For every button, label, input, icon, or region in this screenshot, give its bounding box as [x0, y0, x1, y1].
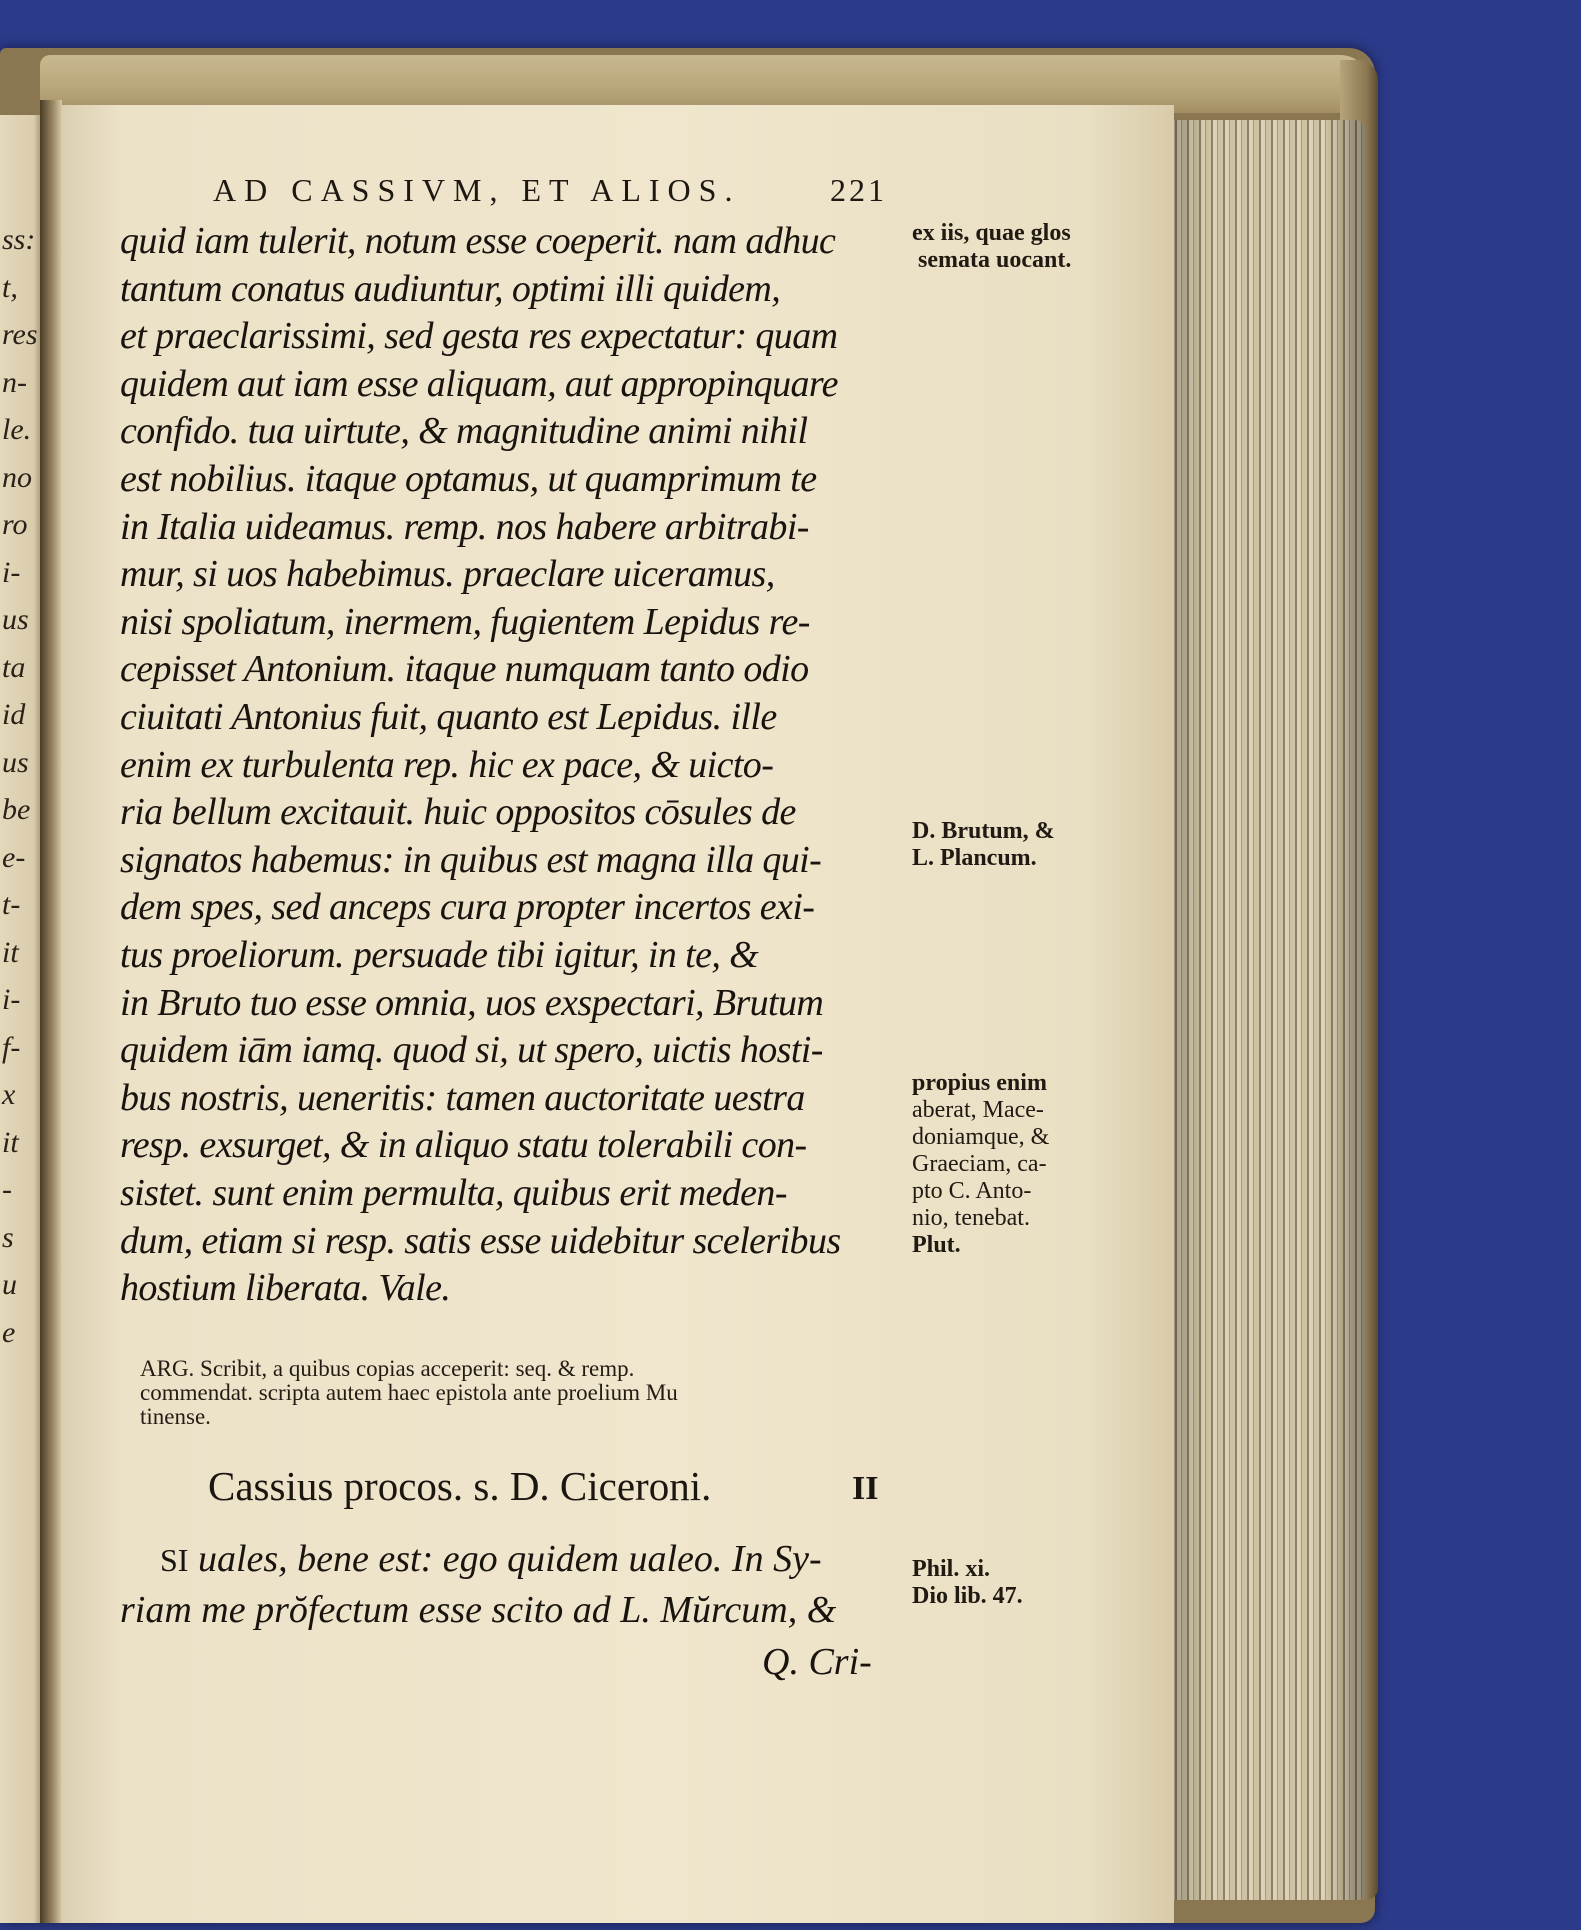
- text-line: signatos habemus: in quibus est magna illa qui-: [120, 838, 822, 881]
- margin-line: pto C. Anto-: [912, 1178, 1032, 1204]
- text-line: mur, si uos habebimus. praeclare uiceramus,: [120, 553, 775, 596]
- left-page-fragment: x: [2, 1078, 16, 1111]
- page-gutter: [40, 100, 62, 1923]
- letter-line-1-text: uales, bene est: ego quidem ualeo. In Sy-: [197, 1538, 822, 1580]
- letter-line-1: [160, 1537, 822, 1581]
- fore-edge-shadow: [1170, 120, 1365, 1900]
- left-page-fragment: i-: [2, 983, 21, 1016]
- text-line: in Italia uideamus. remp. nos habere arbitrabi-: [120, 505, 809, 548]
- margin-line: doniamque, &: [912, 1124, 1050, 1150]
- margin-line: aberat, Mace-: [912, 1097, 1044, 1123]
- letter-line-2: riam me prŏfectum esse scito ad L. Mŭrcum, &: [120, 1589, 837, 1631]
- left-page-fragment: id: [2, 698, 26, 731]
- margin-note-glossemata: [912, 220, 1071, 274]
- text-line: cepisset Antonium. itaque numquam tanto odio: [120, 648, 809, 691]
- text-line: resp. exsurget, & in aliquo statu tolerabili con-: [120, 1124, 807, 1167]
- text-line: confido. tua uirtute, & magnitudine animi nihil: [120, 410, 808, 453]
- left-page-fragment: f-: [2, 1030, 21, 1064]
- left-page-fragment: -: [2, 1173, 12, 1206]
- page-number: 221: [830, 172, 887, 208]
- letter-number: II: [852, 1470, 879, 1507]
- text-line: ciuitati Antonius fuit, quanto est Lepidus. ille: [120, 696, 777, 738]
- margin-line: Phil. xi.: [912, 1556, 991, 1582]
- text-line: ria bellum excitauit. huic oppositos cōsules de: [120, 791, 796, 834]
- letter-heading: Cassius procos. s. D. Ciceroni.: [208, 1463, 712, 1509]
- left-page-fragment: n-: [2, 365, 27, 399]
- left-page-fragment: us: [2, 603, 29, 636]
- left-page-fragment: be: [2, 793, 31, 826]
- text-line: quidem iām iamq. quod si, ut spero, uictis hosti-: [120, 1029, 823, 1072]
- margin-line: propius enim: [912, 1070, 1047, 1096]
- argument-line: ARG. Scribit, a quibus copias acceperit: seq. & remp.: [140, 1356, 635, 1381]
- text-line: bus nostris, ueneritis: tamen auctoritate uestra: [120, 1076, 805, 1119]
- left-page-fragment: us: [2, 745, 29, 779]
- running-title: AD CASSIVM, ET ALIOS.: [213, 172, 741, 208]
- margin-line: ex iis, quae glos: [912, 220, 1071, 246]
- text-line: nisi spoliatum, inermem, fugientem Lepidus re-: [120, 600, 810, 643]
- letter-line-3: Q. Cri-: [762, 1641, 872, 1683]
- left-page-fragment: ss:: [2, 223, 36, 256]
- text-line: quidem aut iam esse aliquam, aut appropinquare: [120, 362, 838, 405]
- text-line: tantum conatus audiuntur, optimi illi quidem,: [120, 267, 781, 310]
- left-page-fragment: it: [2, 935, 19, 969]
- text-line: est nobilius. itaque optamus, ut quamprimum te: [120, 458, 817, 500]
- left-page-fragment: e: [2, 1315, 16, 1349]
- left-page-fragment: res: [2, 318, 38, 351]
- text-line: tus proeliorum. persuade tibi igitur, in te, &: [120, 934, 759, 976]
- margin-line: semata uocant.: [918, 247, 1072, 273]
- argument-line: commendat. scripta autem haec epistola ante proelium Mu: [140, 1380, 678, 1405]
- text-line: dum, etiam si resp. satis esse uidebitur sceleribus: [120, 1219, 841, 1262]
- left-page-fragment: it: [2, 1125, 19, 1159]
- margin-line: L. Plancum.: [912, 845, 1037, 871]
- left-page-fragment: no: [2, 460, 32, 494]
- left-page-fragment: i-: [2, 555, 21, 589]
- left-page-fragment: t,: [2, 270, 18, 304]
- text-line: et praeclarissimi, sed gesta res expectatur: quam: [120, 315, 838, 358]
- margin-line: D. Brutum, &: [912, 818, 1055, 844]
- left-page-fragment: ta: [2, 650, 26, 684]
- text-line: enim ex turbulenta rep. hic ex pace, & uicto-: [120, 743, 774, 786]
- left-page-fragment: s: [2, 1220, 14, 1254]
- text-line: dem spes, sed anceps cura propter incertos exi-: [120, 886, 815, 929]
- text-line: hostium liberata. Vale.: [120, 1267, 451, 1310]
- argument-line: tinense.: [140, 1404, 211, 1429]
- margin-note-phil-dio: [912, 1556, 1023, 1610]
- margin-line: nio, tenebat.: [912, 1205, 1030, 1231]
- margin-line: Graeciam, ca-: [912, 1151, 1047, 1177]
- text-line: quid iam tulerit, notum esse coeperit. nam adhuc: [120, 220, 836, 262]
- left-page-fragment: u: [2, 1268, 17, 1301]
- text-line: in Bruto tuo esse omnia, uos exspectari, Brutum: [120, 981, 824, 1024]
- left-page-fragment: ro: [2, 508, 28, 541]
- margin-line: Dio lib. 47.: [912, 1583, 1023, 1609]
- margin-line: Plut.: [912, 1232, 961, 1258]
- argument-note: [140, 1357, 900, 1429]
- text-line: sistet. sunt enim permulta, quibus erit meden-: [120, 1172, 787, 1214]
- margin-note-plutarch: [912, 1070, 1049, 1259]
- left-page-fragment: le.: [2, 413, 32, 446]
- left-page-fragment: t-: [2, 888, 21, 921]
- left-page-fragment: e-: [2, 840, 26, 874]
- margin-note-brutum-plancum: [912, 818, 1055, 872]
- letter-initial: SI: [160, 1542, 189, 1578]
